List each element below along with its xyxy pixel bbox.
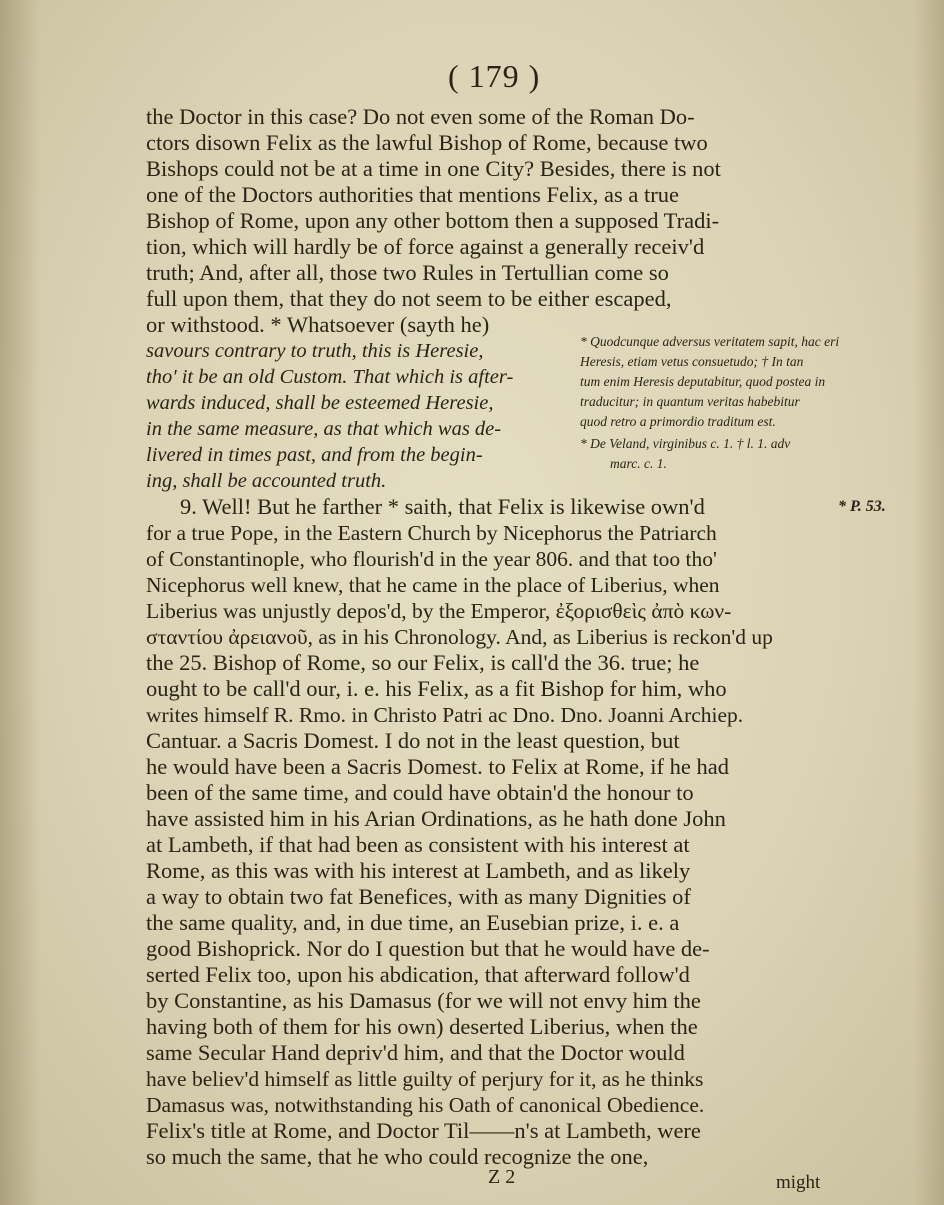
text-line: Bishop of Rome, upon any other bottom then a supposed Tradi-: [146, 208, 720, 233]
quote-line: savours contrary to truth, this is Heresie,: [146, 340, 484, 362]
side-note-line: marc. c. 1.: [610, 456, 667, 471]
text-line: or withstood. * Whatsoever (sayth he): [146, 312, 490, 337]
margin-reference: * P. 53.: [838, 498, 886, 515]
text-line: the same quality, and, in due time, an Eusebian prize, i. e. a: [146, 910, 680, 935]
text-line: the 25. Bishop of Rome, so our Felix, is call'd the 36. true; he: [146, 650, 700, 675]
text-line: serted Felix too, upon his abdication, that afterward follow'd: [146, 962, 690, 987]
side-note-line: * Quodcunque adversus veritatem sapit, hac eri: [580, 334, 840, 349]
text-line: Rome, as this was with his interest at Lambeth, and as likely: [146, 858, 691, 883]
page-edge-right: [914, 0, 944, 1205]
side-note-line: tum enim Heresis deputabitur, quod postea in: [580, 374, 826, 389]
quote-line: in the same measure, as that which was de-: [146, 418, 502, 440]
side-note-line: Heresis, etiam vetus consuetudo; † In tan: [580, 354, 804, 369]
text-line: ought to be call'd our, i. e. his Felix, as a fit Bishop for him, who: [146, 676, 727, 701]
side-note-line: quod retro a primordio traditum est.: [580, 414, 776, 429]
side-note-line: * De Veland, virginibus c. 1. † l. 1. adv: [580, 436, 791, 451]
text-line: σταντίου ἀρειανοῦ, as in his Chronology. And, as Liberius is reckon'd up: [146, 625, 773, 649]
text-line: at Lambeth, if that had been as consistent with his interest at: [146, 832, 690, 857]
text-line: he would have been a Sacris Domest. to Felix at Rome, if he had: [146, 754, 729, 779]
text-line: Nicephorus well knew, that he came in the place of Liberius, when: [146, 573, 720, 597]
text-line: writes himself R. Rmo. in Christo Patri ac Dno. Dno. Joanni Archiep.: [146, 703, 744, 727]
text-line: of Constantinople, who flourish'd in the year 806. and that too tho': [146, 547, 717, 571]
quote-line: ing, shall be accounted truth.: [146, 470, 387, 492]
signature-mark: Z 2: [488, 1166, 516, 1188]
text-line: Damasus was, notwithstanding his Oath of canonical Obedience.: [146, 1093, 705, 1117]
catchword: might: [776, 1172, 821, 1193]
text-line: a way to obtain two fat Benefices, with as many Dignities of: [146, 884, 691, 909]
text-line: one of the Doctors authorities that mentions Felix, as a true: [146, 182, 680, 207]
text-line: good Bishoprick. Nor do I question but that he would have de-: [146, 936, 710, 961]
text-line: ctors disown Felix as the lawful Bishop of Rome, because two: [146, 130, 708, 155]
text-line: Felix's title at Rome, and Doctor Til——n's at Lambeth, were: [146, 1118, 701, 1143]
page-number: ( 179 ): [448, 58, 541, 94]
text-line: 9. Well! But he farther * saith, that Felix is likewise own'd: [180, 494, 705, 519]
page-edge-left: [0, 0, 40, 1205]
text-line: same Secular Hand depriv'd him, and that the Doctor would: [146, 1040, 685, 1065]
text-line: the Doctor in this case? Do not even some of the Roman Do-: [146, 104, 695, 129]
text-line: have assisted him in his Arian Ordinations, as he hath done John: [146, 806, 726, 831]
text-line: having both of them for his own) deserted Liberius, when the: [146, 1014, 698, 1039]
text-line: full upon them, that they do not seem to be either escaped,: [146, 286, 672, 311]
quote-line: tho' it be an old Custom. That which is after-: [146, 366, 514, 388]
text-line: Liberius was unjustly depos'd, by the Emperor, ἐξορισθεὶς ἀπὸ κων-: [146, 599, 732, 623]
quote-line: wards induced, shall be esteemed Heresie,: [146, 392, 494, 414]
text-line: have believ'd himself as little guilty of perjury for it, as he thinks: [146, 1067, 704, 1091]
text-line: been of the same time, and could have obtain'd the honour to: [146, 780, 694, 805]
text-line: Cantuar. a Sacris Domest. I do not in the least question, but: [146, 728, 680, 753]
text-line: truth; And, after all, those two Rules in Tertullian come so: [146, 260, 669, 285]
side-note-line: traducitur; in quantum veritas habebitur: [580, 394, 800, 409]
quote-line: livered in times past, and from the begin-: [146, 444, 483, 466]
text-line: Bishops could not be at a time in one City? Besides, there is not: [146, 156, 721, 181]
text-line: tion, which will hardly be of force against a generally receiv'd: [146, 234, 705, 259]
text-line: so much the same, that he who could recognize the one,: [146, 1144, 649, 1169]
text-line: for a true Pope, in the Eastern Church by Nicephorus the Patriarch: [146, 521, 717, 545]
text-line: by Constantine, as his Damasus (for we will not envy him the: [146, 988, 701, 1013]
